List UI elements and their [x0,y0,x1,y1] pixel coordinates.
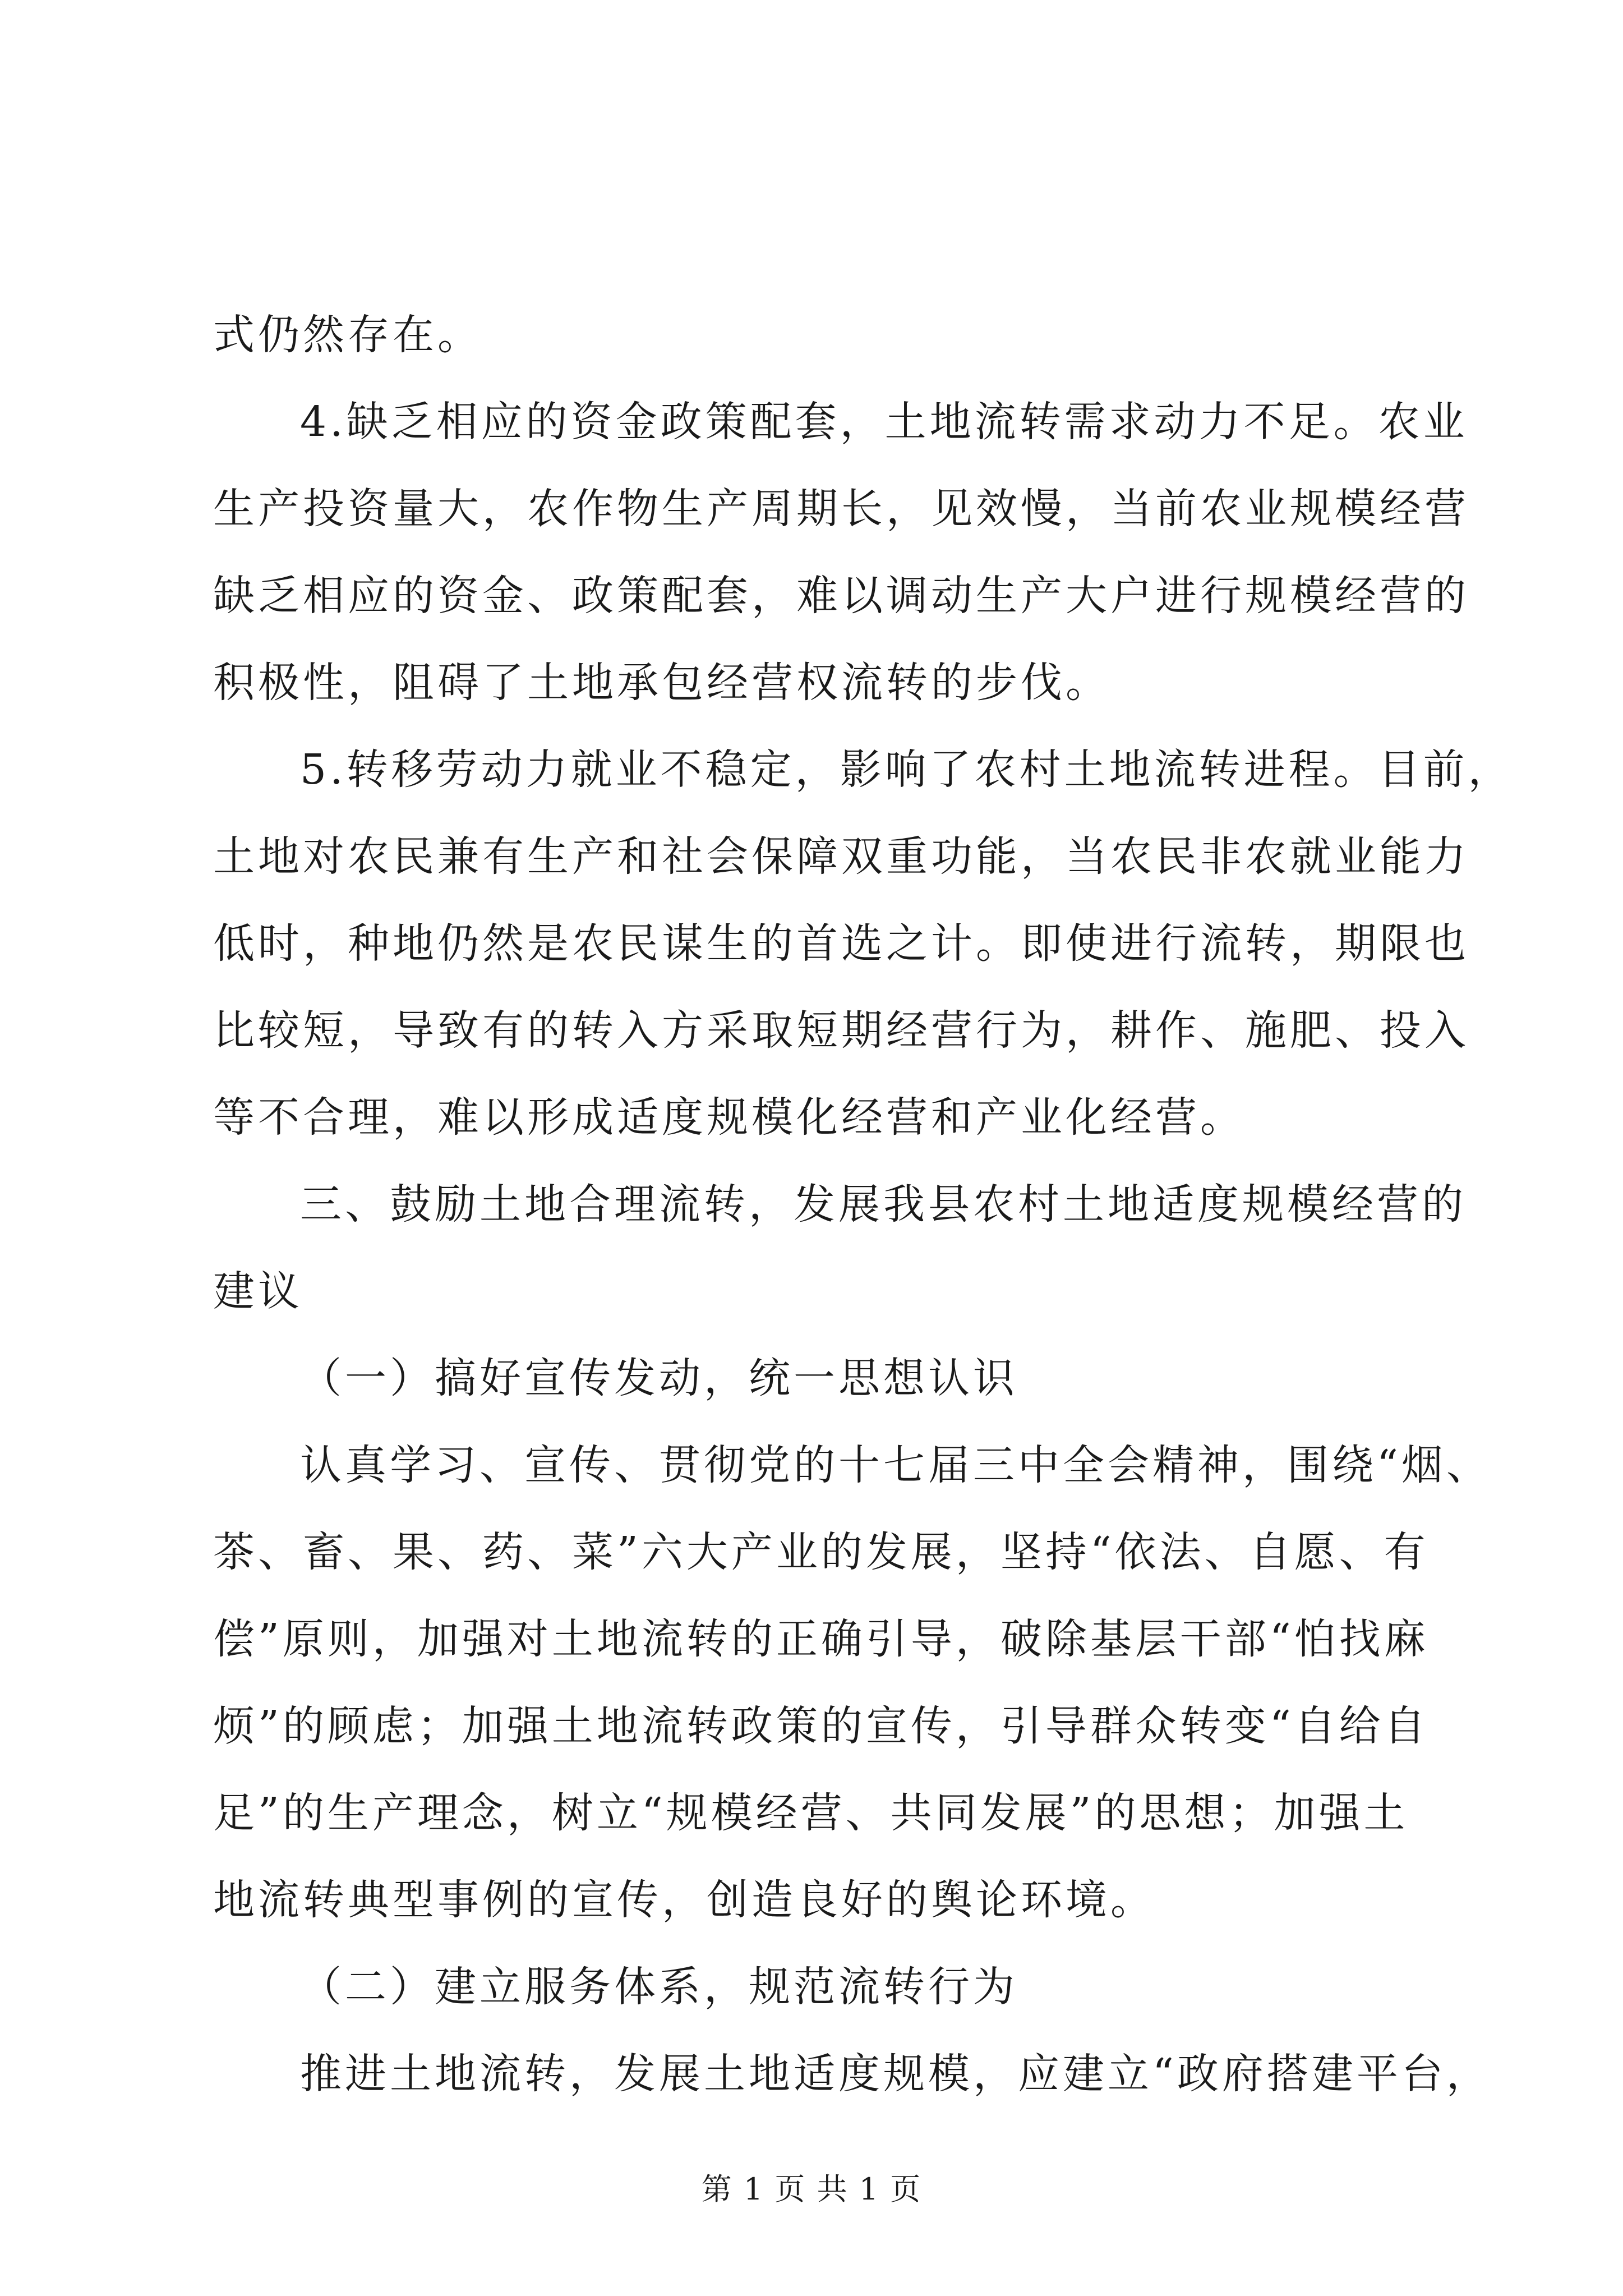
text-line: 烦”的顾虑；加强土地流转政策的宣传，引导群众转变“自给自 [213,1702,1429,1750]
subsection-heading: （二）建立服务体系，规范流转行为 [300,1963,1018,2011]
subsection-heading: （一）搞好宣传发动，统一思想认识 [300,1354,1018,1402]
text-line: 等不合理，难以形成适度规模化经营和产业化经营。 [213,1093,1245,1142]
section-heading: 建议 [213,1267,303,1315]
text-line: 式仍然存在。 [213,311,482,359]
text-line: 偿”原则，加强对土地流转的正确引导，破除基层干部“怕找麻 [213,1615,1429,1663]
text-line: 积极性，阻碍了土地承包经营权流转的步伐。 [213,659,1110,707]
section-heading: 三、鼓励土地合理流转，发展我县农村土地适度规模经营的 [300,1180,1467,1228]
text-line: 推进土地流转，发展土地适度规模，应建立“政府搭建平台， [300,2050,1491,2098]
text-line: 认真学习、宣传、贯彻党的十七届三中全会精神，围绕“烟、 [300,1441,1491,1489]
text-line: 低时，种地仍然是农民谋生的首选之计。即使进行流转，期限也 [213,919,1469,968]
text-line: 5.转移劳动力就业不稳定，影响了农村土地流转进程。目前， [300,746,1513,794]
text-line: 4.缺乏相应的资金政策配套，土地流转需求动力不足。农业 [300,398,1468,446]
text-line: 缺乏相应的资金、政策配套，难以调动生产大户进行规模经营的 [213,572,1469,620]
text-line: 土地对农民兼有生产和社会保障双重功能，当农民非农就业能力 [213,832,1469,881]
page-footer: 第 1 页 共 1 页 [701,2171,922,2207]
text-line: 足”的生产理念，树立“规模经营、共同发展”的思想；加强土 [213,1789,1409,1837]
text-line: 比较短，导致有的转入方采取短期经营行为，耕作、施肥、投入 [213,1006,1469,1055]
text-line: 茶、畜、果、药、菜”六大产业的发展，坚持“依法、自愿、有 [213,1528,1429,1576]
text-line: 地流转典型事例的宣传，创造良好的舆论环境。 [213,1876,1155,1924]
text-line: 生产投资量大，农作物生产周期长，见效慢，当前农业规模经营 [213,485,1469,533]
